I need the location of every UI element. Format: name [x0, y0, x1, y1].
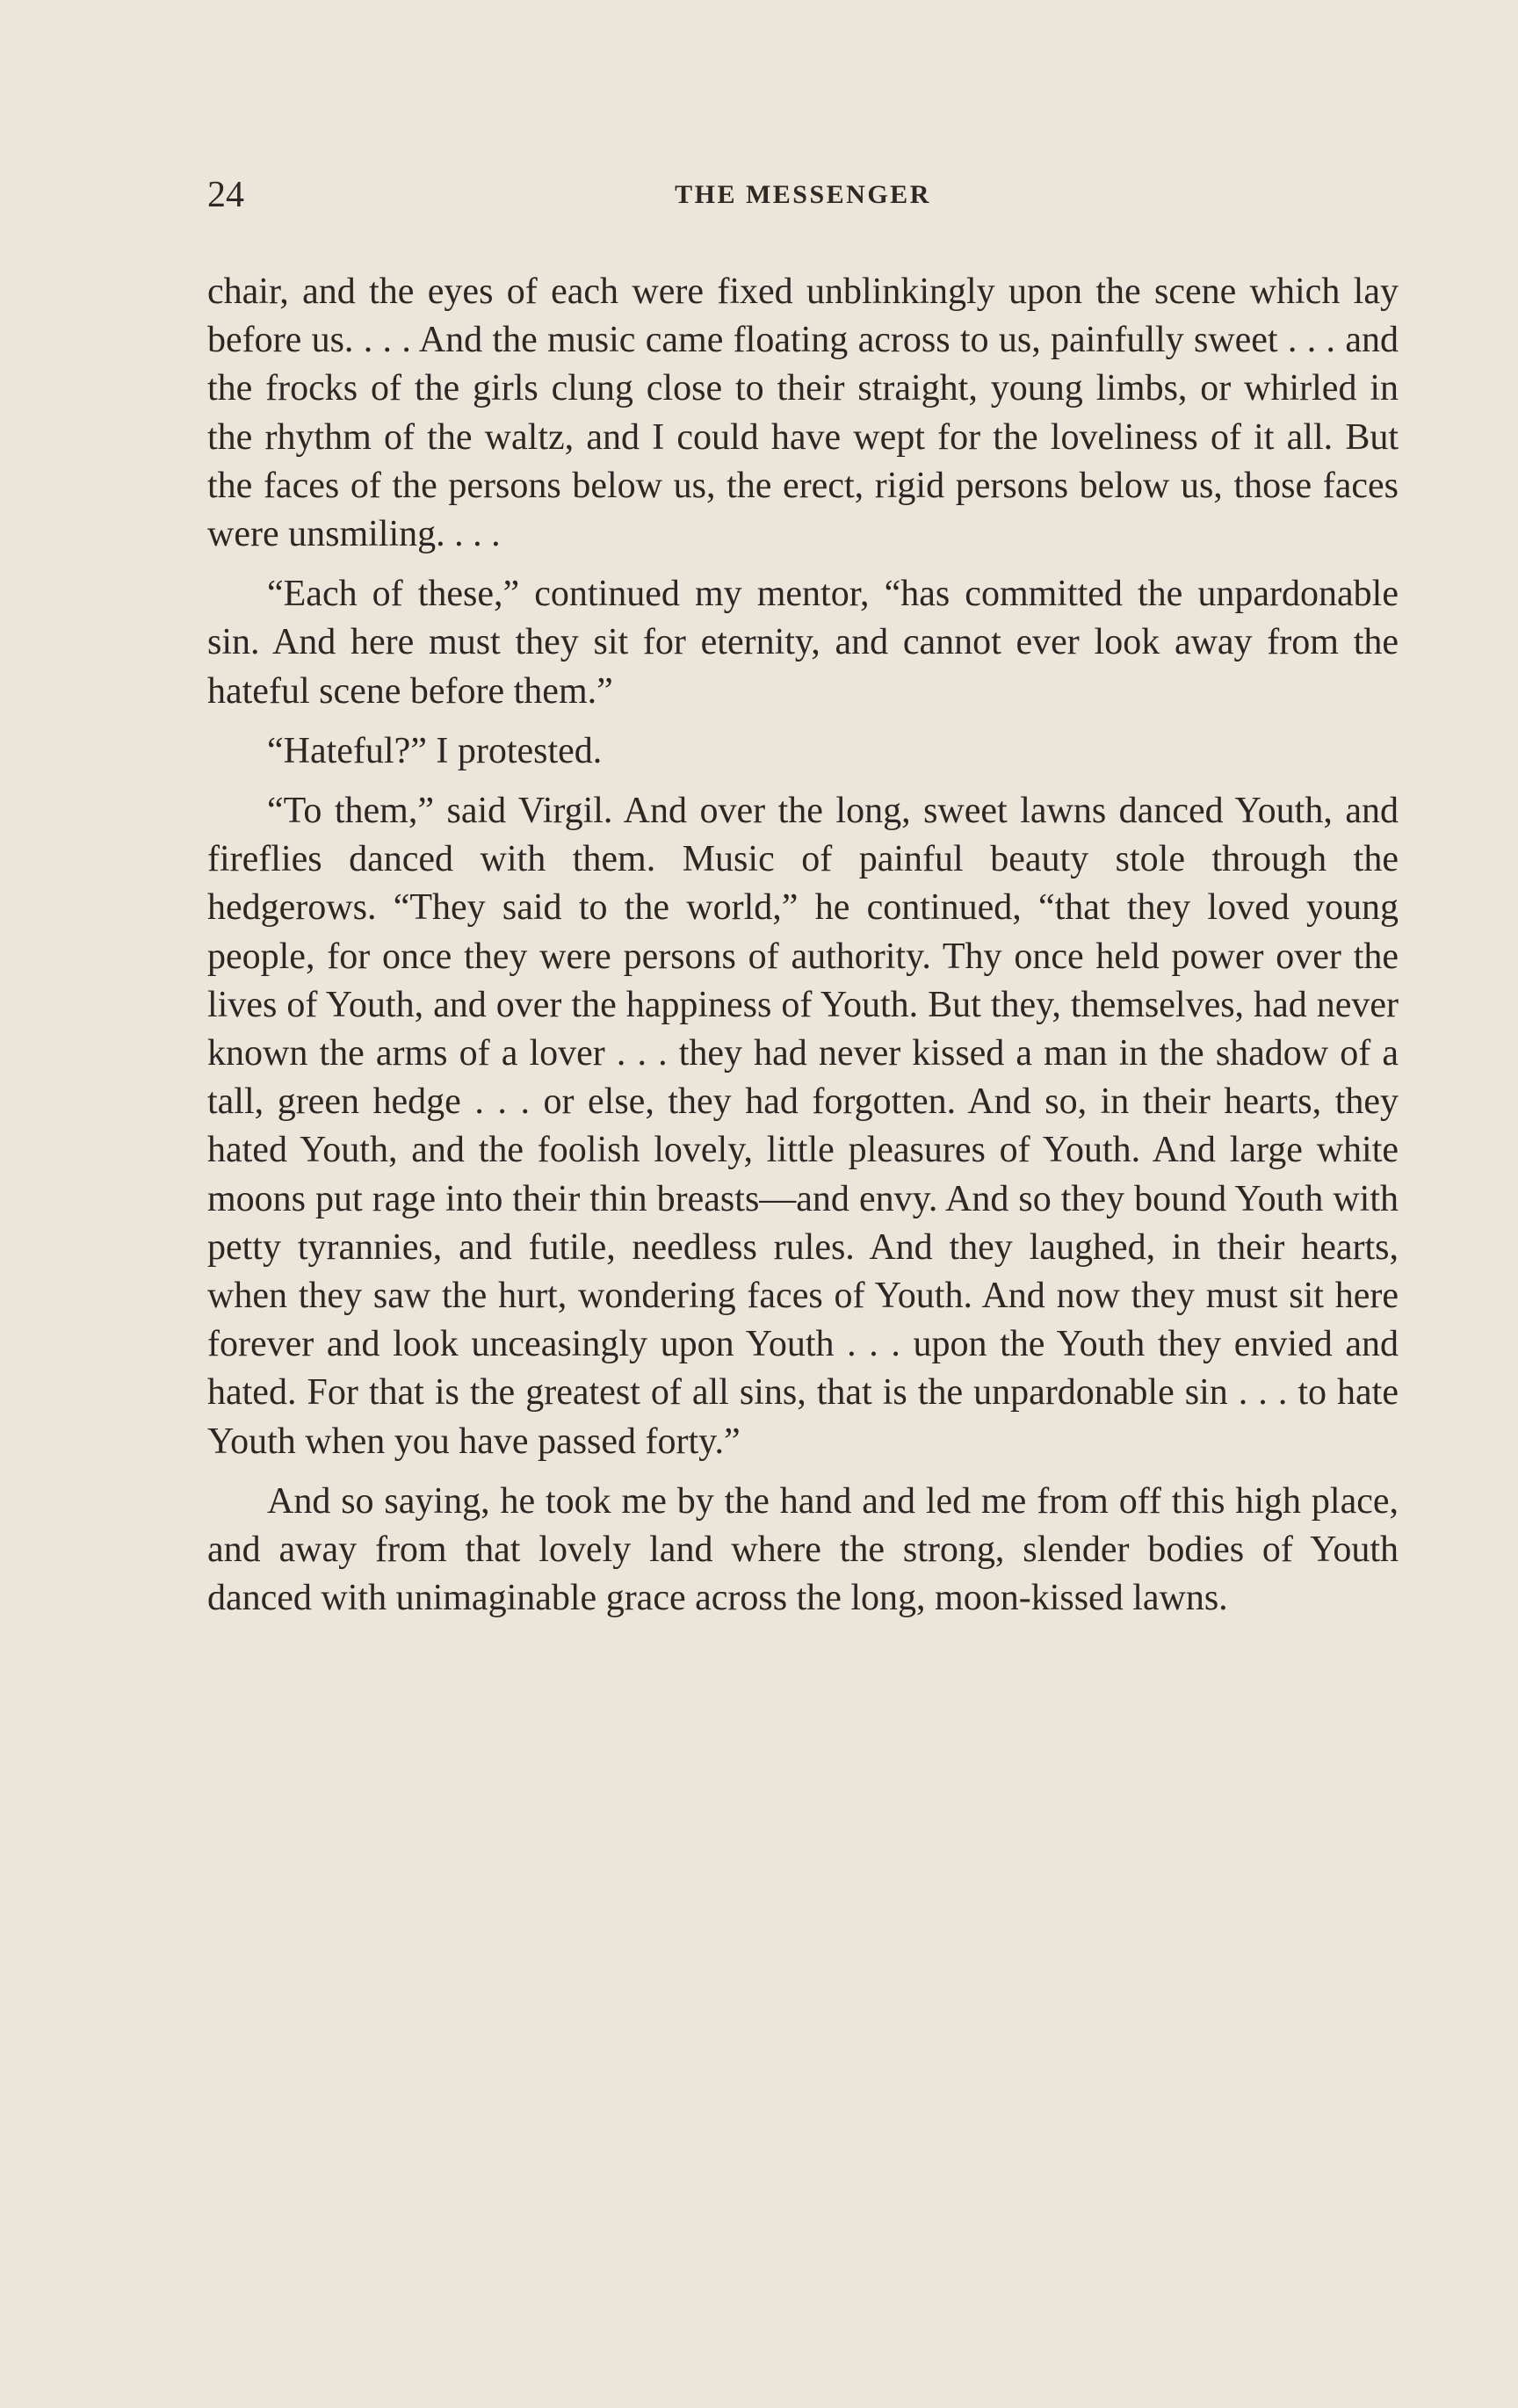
paragraph: “Hateful?” I protested. [267, 730, 603, 771]
paragraph: “Each of these,” continued my mentor, “has committed the unpardonable sin. And here must they sit for eternity, and cannot ever look away from the hateful scene before them.” [207, 574, 1399, 712]
running-title: THE MESSENGER [675, 180, 931, 209]
paragraph: chair, and the eyes of each were fixed unblinkingly upon the scene which lay before us. . . . And the music came floating across to us, painfully sweet . . . and the frocks of the girls clung close to their straight, young limbs, or whirled in the rhythm of the waltz, and I could have wept for the loveliness of it all. But the faces of the persons below us, the erect, rigid persons below us, those faces were unsmiling. . . . [207, 271, 1399, 555]
running-header [207, 169, 1399, 221]
body-text [207, 268, 1399, 1634]
page-number: 24 [207, 175, 244, 215]
paragraph: And so saying, he took me by the hand and led me from off this high place, and away from that lovely land where the strong, slender bodies of Youth danced with unimaginable grace across the long, moon-kissed lawns. [207, 1480, 1399, 1619]
paragraph: “To them,” said Virgil. And over the long, sweet lawns danced Youth, and fireflies danced with them. Music of painful beauty stole through the hedgerows. “They said to the world,” he continued, “that they loved young people, for once they were persons of authority. Thy once held power over the lives of Youth, and over the happiness of Youth. But they, themselves, had never known the arms of a lover . . . they had never kissed a man in the shadow of a tall, green hedge . . . or else, they had forgotten. And so, in their hearts, they hated Youth, and the foolish lovely, little pleasures of Youth. And large white moons put rage into their thin breasts—and envy. And so they bound Youth with petty tyrannies, and futile, needless rules. And they laughed, in their hearts, when they saw the hurt, wondering faces of Youth. And now they must sit here forever and look unceasingly upon Youth . . . upon the Youth they envied and hated. For that is the greatest of all sins, that is the unpardonable sin . . . to hate Youth when you have passed forty.” [207, 791, 1399, 1462]
